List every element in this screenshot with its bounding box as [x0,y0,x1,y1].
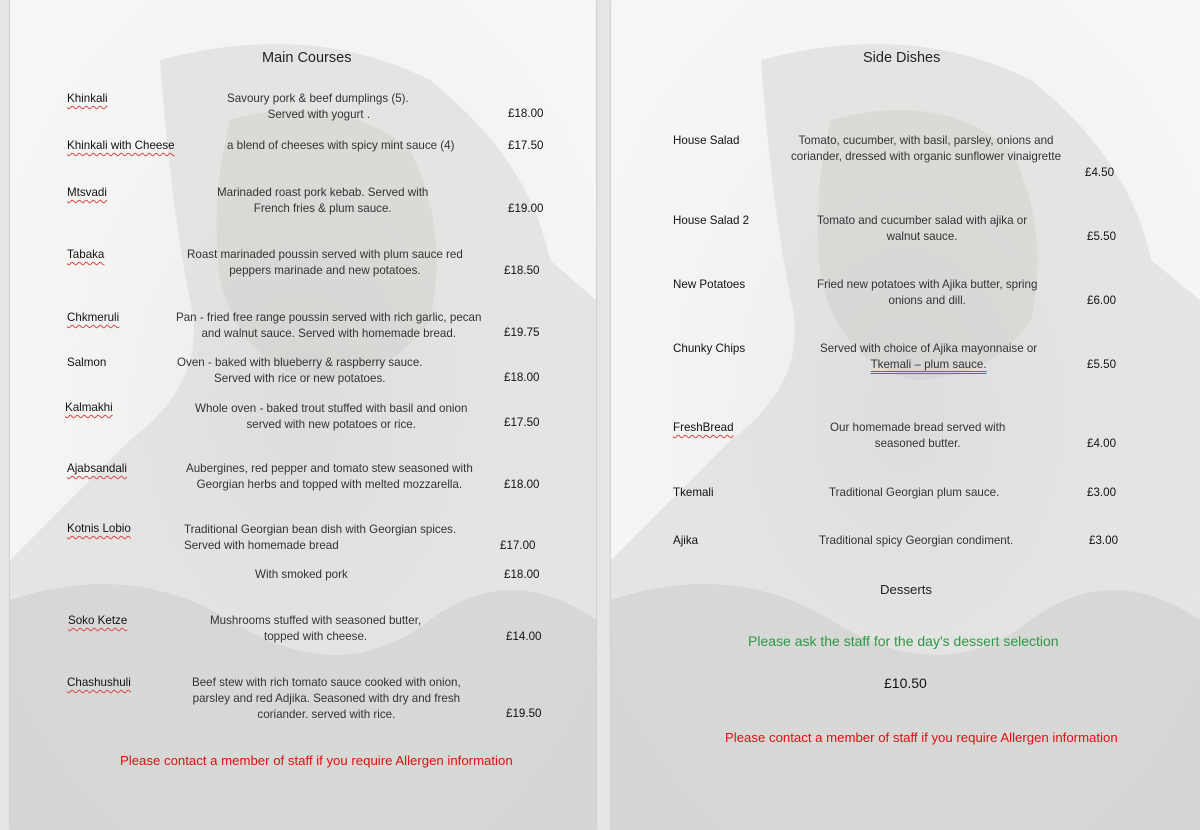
item-price-new-potatoes: £6.00 [1087,294,1117,307]
item-name-freshbread: FreshBread [673,421,734,434]
item-price-soko-ketze: £14.00 [506,630,542,643]
item-desc-line: Roast marinaded poussin served with plum sauce red [187,248,463,261]
item-price-freshbread: £4.00 [1087,437,1117,450]
item-price-khinkali: £18.00 [508,107,544,120]
item-name-salmon: Salmon [67,356,107,369]
item-name-tabaka: Tabaka [67,248,105,261]
item-desc-line: Aubergines, red pepper and tomato stew seasoned with [186,462,473,475]
item-name-ajika: Ajika [673,534,699,547]
item-price-house-salad: £4.50 [1085,166,1115,179]
menu-page-side-dishes [611,0,1200,830]
item-desc-line: Tomato, cucumber, with basil, parsley, onions and [798,134,1054,147]
item-price-chunky-chips: £5.50 [1087,358,1117,371]
item-desc-salmon [177,355,423,387]
item-price-house-salad-2: £5.50 [1087,230,1117,243]
item-name-chunky-chips: Chunky Chips [673,342,746,355]
item-desc-line: coriander. served with rice. [257,708,396,721]
item-desc-line: Our homemade bread served with [830,421,1006,434]
item-desc-line: Georgian herbs and topped with melted mozzarella. [196,478,463,491]
item-desc-freshbread [830,420,1005,452]
page-title: Side Dishes [863,50,941,66]
item-price-salmon: £18.00 [504,371,540,384]
item-desc-kotnis-lobio [184,522,456,554]
item-desc-line: and walnut sauce. Served with homemade bread. [201,327,457,340]
item-desc-khinkali [227,91,409,123]
item-desc-line: peppers marinade and new potatoes. [229,264,421,277]
item-desc-line: Served with yogurt . [267,108,371,121]
item-desc-khinkali-cheese: a blend of cheeses with spicy mint sauce (4) [227,139,455,152]
item-desc-tabaka [187,247,463,279]
item-price-tabaka: £18.50 [504,264,540,277]
item-desc-line: Beef stew with rich tomato sauce cooked with onion, [192,676,461,689]
item-desc-mtsvadi [217,185,428,217]
item-desc-line: walnut sauce. [886,230,958,243]
item-price-kotnis-lobio: £17.00 [500,539,536,552]
item-desc-chashushuli [192,675,461,723]
item-name-kotnis-lobio: Kotnis Lobio [67,522,131,535]
item-desc-line: Fried new potatoes with Ajika butter, spring [817,278,1038,291]
item-name-house-salad: House Salad [673,134,740,147]
item-price-mtsvadi: £19.00 [508,202,544,215]
item-desc-line: Savoury pork & beef dumplings (5). [227,92,409,105]
item-name-mtsvadi: Mtsvadi [67,186,107,199]
item-desc-line: Served with rice or new potatoes. [214,372,386,385]
item-name-new-potatoes: New Potatoes [673,278,746,291]
item-price-ajika: £3.00 [1089,534,1119,547]
item-desc-line: Oven - baked with blueberry & raspberry sauce. [177,356,423,369]
item-desc-ajabsandali [186,461,473,493]
allergen-note: Please contact a member of staff if you require Allergen information [120,753,513,768]
item-desc-house-salad-2 [817,213,1027,245]
item-price-kalmakhi: £17.50 [504,416,540,429]
desserts-title: Desserts [880,582,933,597]
item-name-khinkali: Khinkali [67,92,108,105]
item-desc-house-salad [791,133,1061,165]
item-name-chkmeruli: Chkmeruli [67,311,120,324]
item-desc-line: Marinaded roast pork kebab. Served with [217,186,429,199]
menu-page-main-courses [10,0,596,830]
item-price-tkemali: £3.00 [1087,486,1117,499]
item-desc-line: Served with choice of Ajika mayonnaise or [820,342,1038,355]
item-desc-line: Whole oven - baked trout stuffed with basil and onion [195,402,468,415]
item-desc-soko-ketze [210,613,421,645]
item-price-khinkali-cheese: £17.50 [508,139,544,152]
item-desc-line: topped with cheese. [264,630,368,643]
item-desc-chkmeruli [176,310,481,342]
item-desc-line: Served with homemade bread [184,539,339,552]
item-desc-line: coriander, dressed with organic sunflower vinaigrette [791,150,1062,163]
item-desc-new-potatoes [817,277,1037,309]
item-price-chkmeruli: £19.75 [504,326,540,339]
allergen-note: Please contact a member of staff if you require Allergen information [725,730,1118,745]
item-desc-line: Tomato and cucumber salad with ajika or [817,214,1028,227]
item-desc-ajika: Traditional spicy Georgian condiment. [819,534,1014,547]
item-price-smoked-pork: £18.00 [504,568,540,581]
item-desc-chunky-chips [820,341,1037,373]
item-desc-kalmakhi [195,401,467,433]
item-desc-line: Tkemali – plum sauce. [870,358,987,371]
item-name-soko-ketze: Soko Ketze [68,614,128,627]
item-name-chashushuli: Chashushuli [67,676,131,689]
item-desc-line: Traditional Georgian bean dish with Georgian spices. [184,523,457,536]
item-desc-smoked-pork: With smoked pork [255,568,348,581]
item-desc-line: onions and dill. [888,294,966,307]
item-desc-tkemali: Traditional Georgian plum sauce. [829,486,1000,499]
desserts-price: £10.50 [884,675,927,691]
item-price-ajabsandali: £18.00 [504,478,540,491]
item-name-khinkali-cheese: Khinkali with Cheese [67,139,175,152]
background-photo [611,0,1200,830]
item-desc-line: served with new potatoes or rice. [246,418,416,431]
item-desc-line: Mushrooms stuffed with seasoned butter, [210,614,422,627]
item-desc-line: seasoned butter. [874,437,961,450]
item-name-ajabsandali: Ajabsandali [67,462,127,475]
page-title: Main Courses [262,50,352,66]
item-desc-line: French fries & plum sauce. [253,202,392,215]
item-desc-line: Pan - fried free range poussin served with rich garlic, pecan [176,311,482,324]
item-name-kalmakhi: Kalmakhi [65,401,113,414]
item-name-tkemali: Tkemali [673,486,714,499]
item-price-chashushuli: £19.50 [506,707,542,720]
desserts-note: Please ask the staff for the day's dessert selection [748,633,1059,649]
item-desc-line: parsley and red Adjika. Seasoned with dry and fresh [192,692,461,705]
item-name-house-salad-2: House Salad 2 [673,214,750,227]
